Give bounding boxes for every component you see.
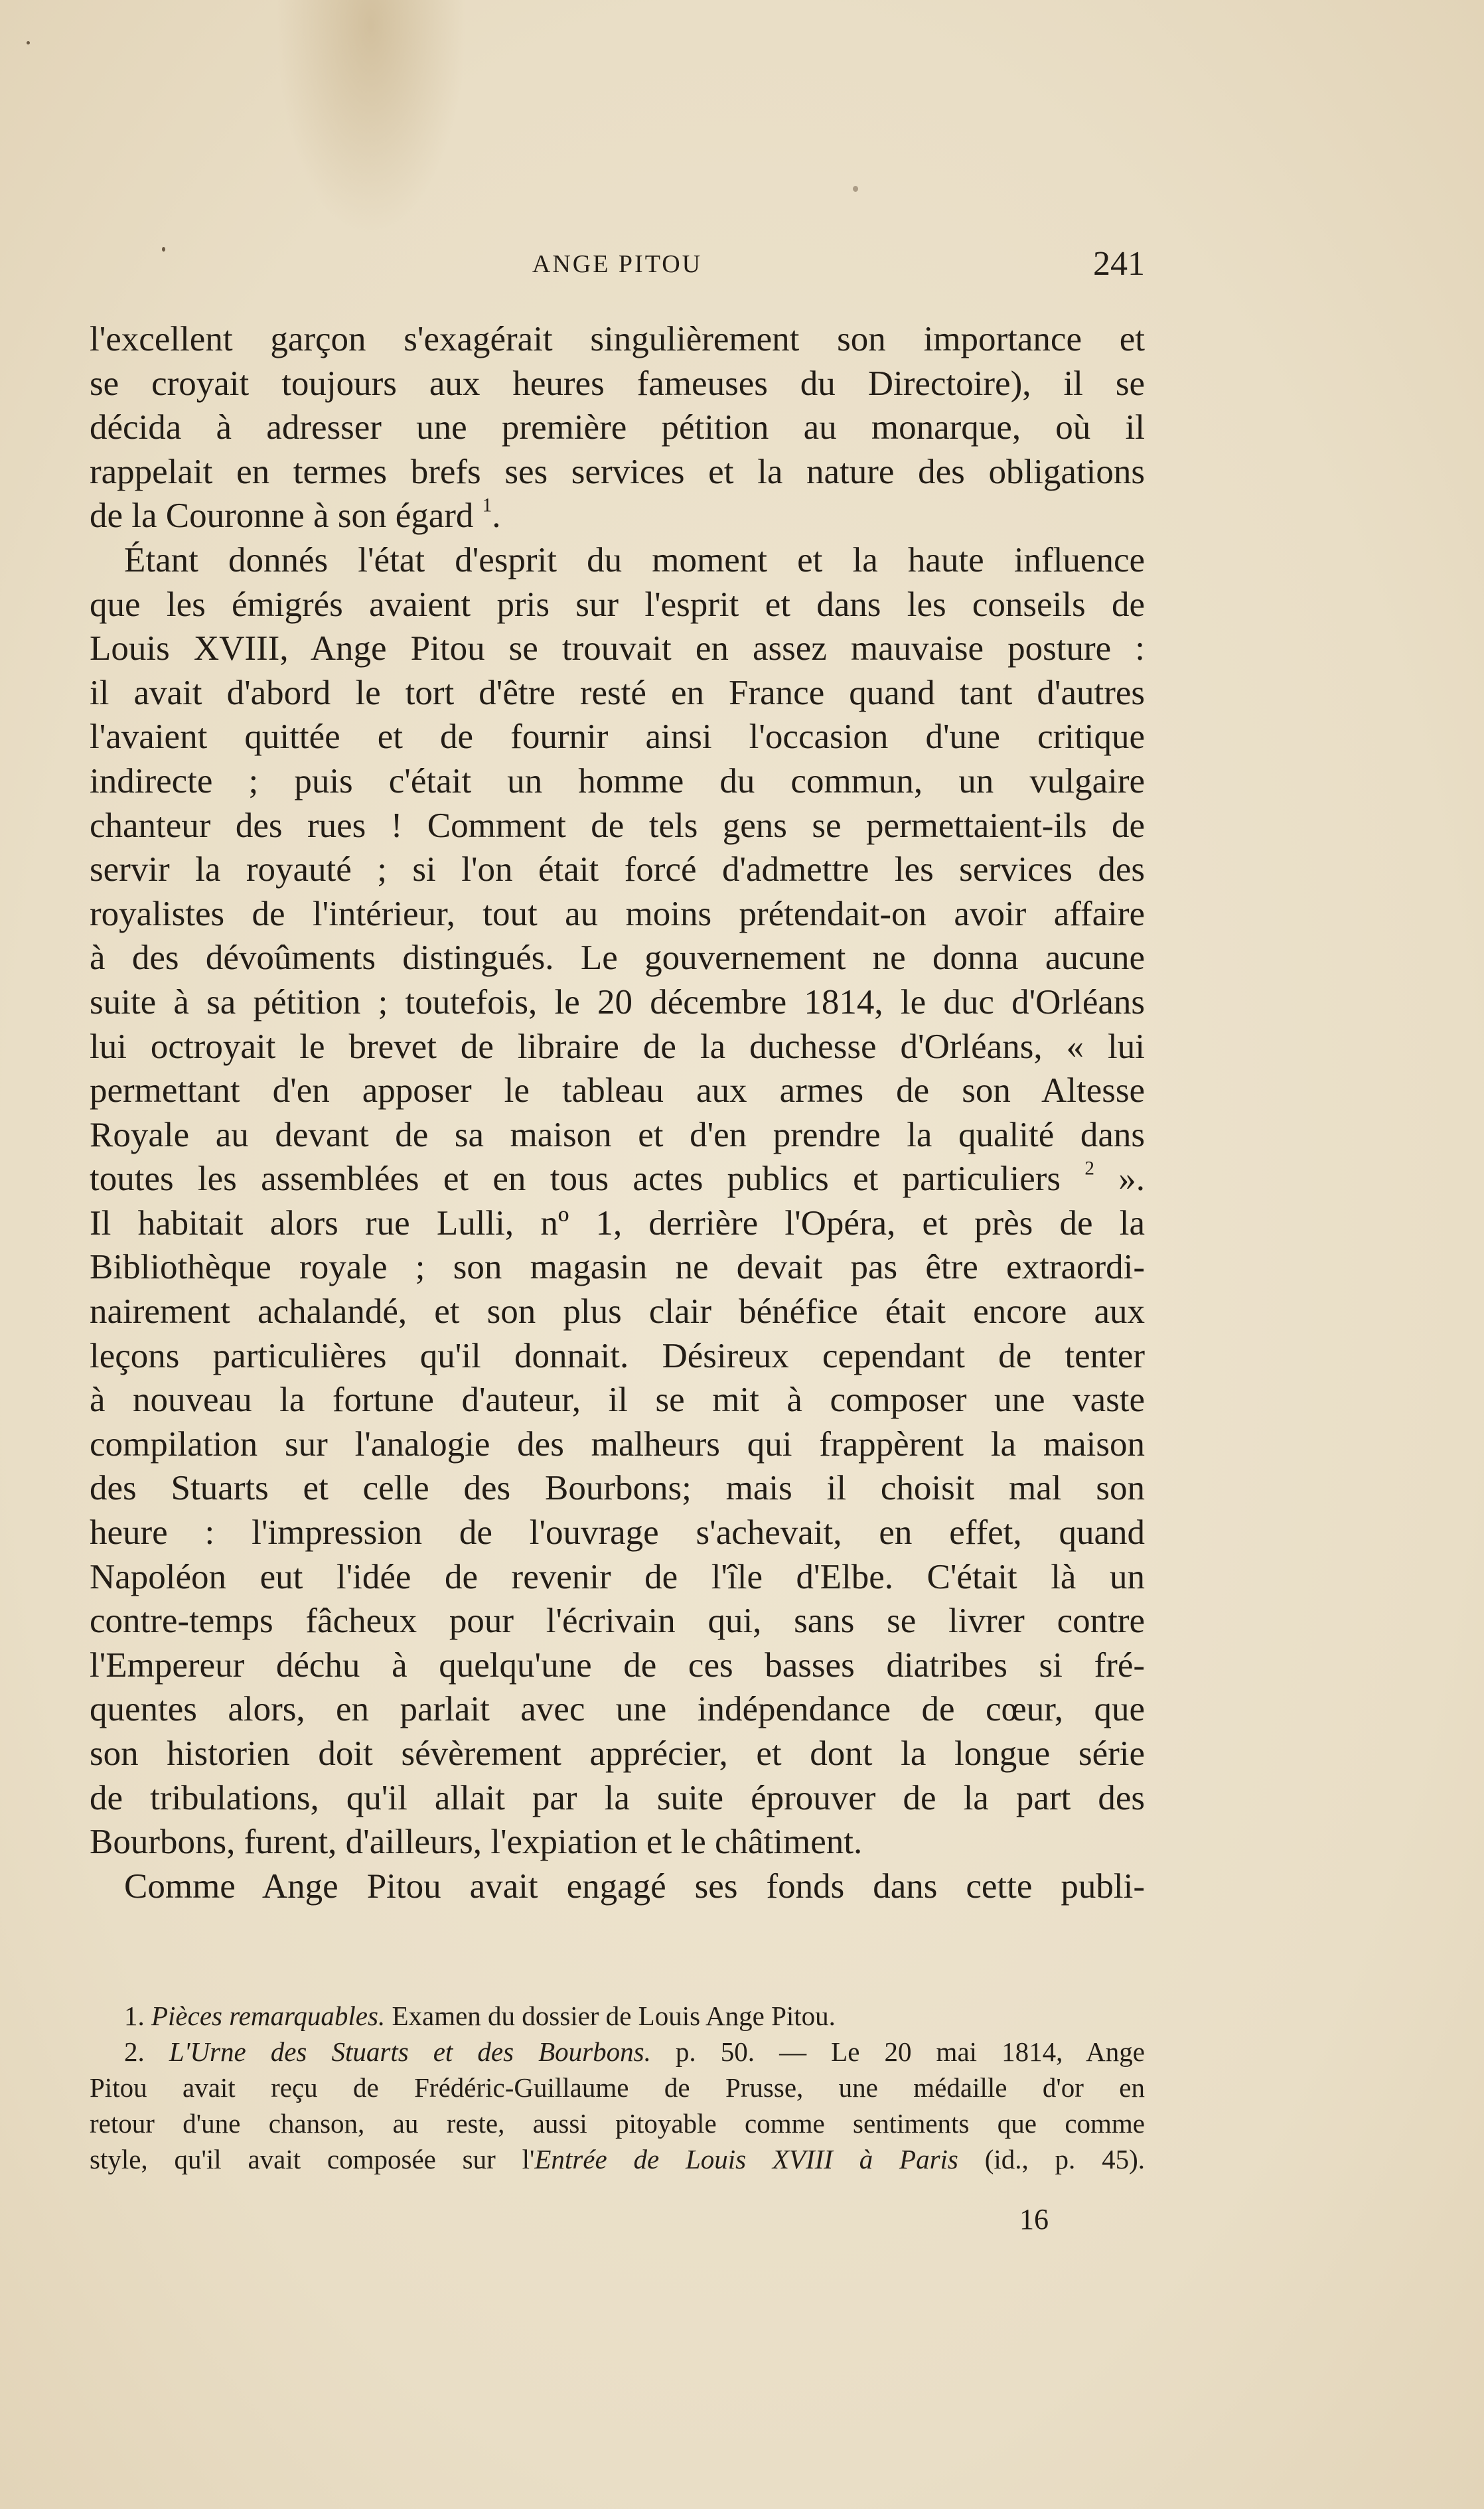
text-line: Napoléon eut l'idée de revenir de l'île d'Elbe. C'était là un [90, 1557, 1145, 1596]
footnote-2-line: retour d'une chanson, au reste, aussi pitoyable comme sentiments que comme [90, 2108, 1145, 2139]
text-line: son historien doit sévèrement apprécier, et dont la longue série [90, 1734, 1145, 1773]
text-line: que les émigrés avaient pris sur l'esprit et dans les conseils de [90, 585, 1145, 624]
text-line: il avait d'abord le tort d'être resté en France quand tant d'autres [90, 673, 1145, 712]
text-line: Il habitait alors rue Lulli, nº 1, derrière l'Opéra, et près de la [90, 1203, 1145, 1243]
text-line: Royale au devant de sa maison et d'en prendre la qualité dans [90, 1115, 1145, 1154]
text-line: Bourbons, furent, d'ailleurs, l'expiation et le châtiment. [90, 1823, 863, 1862]
running-title: ANGE PITOU [532, 250, 703, 278]
paper-speck [853, 186, 858, 192]
text-line: nairement achalandé, et son plus clair bénéfice était encore aux [90, 1292, 1145, 1331]
text-line: servir la royauté ; si l'on était forcé d'admettre les services des [90, 850, 1145, 889]
text-line: heure : l'impression de l'ouvrage s'achevait, en effet, quand [90, 1513, 1145, 1553]
footnote-1: 1. Pièces remarquables. Examen du dossier de Louis Ange Pitou. [124, 2001, 836, 2031]
footnotes [90, 1998, 1145, 2177]
footnote-2-line: Pitou avait reçu de Frédéric-Guillaume de Prusse, une médaille d'or en [90, 2072, 1145, 2103]
text-line: Bibliothèque royale ; son magasin ne devait pas être extraordi- [90, 1248, 1145, 1287]
text-line: indirecte ; puis c'était un homme du commun, un vulgaire [90, 761, 1145, 800]
text-line: à des dévoûments distingués. Le gouvernement ne donna aucune [90, 939, 1145, 978]
text-line: quentes alors, en parlait avec une indépendance de cœur, que [90, 1690, 1145, 1729]
text-line: leçons particulières qu'il donnait. Désireux cependant de tenter [90, 1336, 1145, 1375]
text-line: décida à adresser une première pétition au monarque, où il [90, 408, 1145, 447]
text-line: contre-temps fâcheux pour l'écrivain qui, sans se livrer contre [90, 1602, 1145, 1641]
text-line: rappelait en termes brefs ses services et la nature des obligations [90, 452, 1145, 491]
text-line: Comme Ange Pitou avait engagé ses fonds dans cette publi- [124, 1866, 1145, 1906]
footnote-2: 2. L'Urne des Stuarts et des Bourbons. p. 50. — Le 20 mai 1814, Ange [124, 2036, 1145, 2067]
footnote-ref-2[interactable]: 2 [1084, 1158, 1094, 1179]
paper-speck [162, 247, 165, 252]
footnote-ref-1[interactable]: 1 [482, 495, 492, 517]
text-line: toutes les assemblées et en tous actes publics et particuliers $^2$ ». [90, 1158, 1146, 1199]
text-line: de la Couronne à son égard $^1$. [90, 495, 501, 536]
text-line: royalistes de l'intérieur, tout au moins prétendait-on avoir affaire [90, 894, 1145, 933]
text-line: l'Empereur déchu à quelqu'une de ces basses diatribes si fré- [90, 1645, 1145, 1685]
text-line: chanteur des rues ! Comment de tels gens se permettaient-ils de [90, 806, 1145, 845]
text-line: Étant donnés l'état d'esprit du moment et la haute influence [124, 540, 1145, 579]
signature-mark: 16 [1019, 2203, 1049, 2236]
text-line: suite à sa pétition ; toutefois, le 20 décembre 1814, le duc d'Orléans [90, 982, 1145, 1022]
body-text [90, 317, 1145, 1908]
paper-speck [27, 41, 30, 44]
footnote-2-line: style, qu'il avait composée sur l'Entrée de Louis XVIII à Paris (id., p. 45). [90, 2144, 1145, 2174]
text-line: compilation sur l'analogie des malheurs qui frappèrent la maison [90, 1424, 1145, 1464]
text-line: à nouveau la fortune d'auteur, il se mit à composer une vaste [90, 1381, 1145, 1420]
running-head [90, 244, 1145, 284]
page-number: 241 [1093, 245, 1145, 283]
text-line: de tribulations, qu'il allait par la suite éprouver de la part des [90, 1778, 1145, 1817]
text-line: des Stuarts et celle des Bourbons; mais il choisit mal son [90, 1469, 1145, 1508]
text-line: Louis XVIII, Ange Pitou se trouvait en assez mauvaise posture : [90, 629, 1145, 668]
text-line: l'avaient quittée et de fournir ainsi l'occasion d'une critique [90, 718, 1145, 757]
text-line: se croyait toujours aux heures fameuses du Directoire), il se [90, 364, 1145, 403]
text-line: lui octroyait le brevet de libraire de la duchesse d'Orléans, « lui [90, 1027, 1145, 1066]
text-line: l'excellent garçon s'exagérait singulièrement son importance et [90, 320, 1145, 358]
text-line: permettant d'en apposer le tableau aux armes de son Altesse [90, 1071, 1145, 1110]
